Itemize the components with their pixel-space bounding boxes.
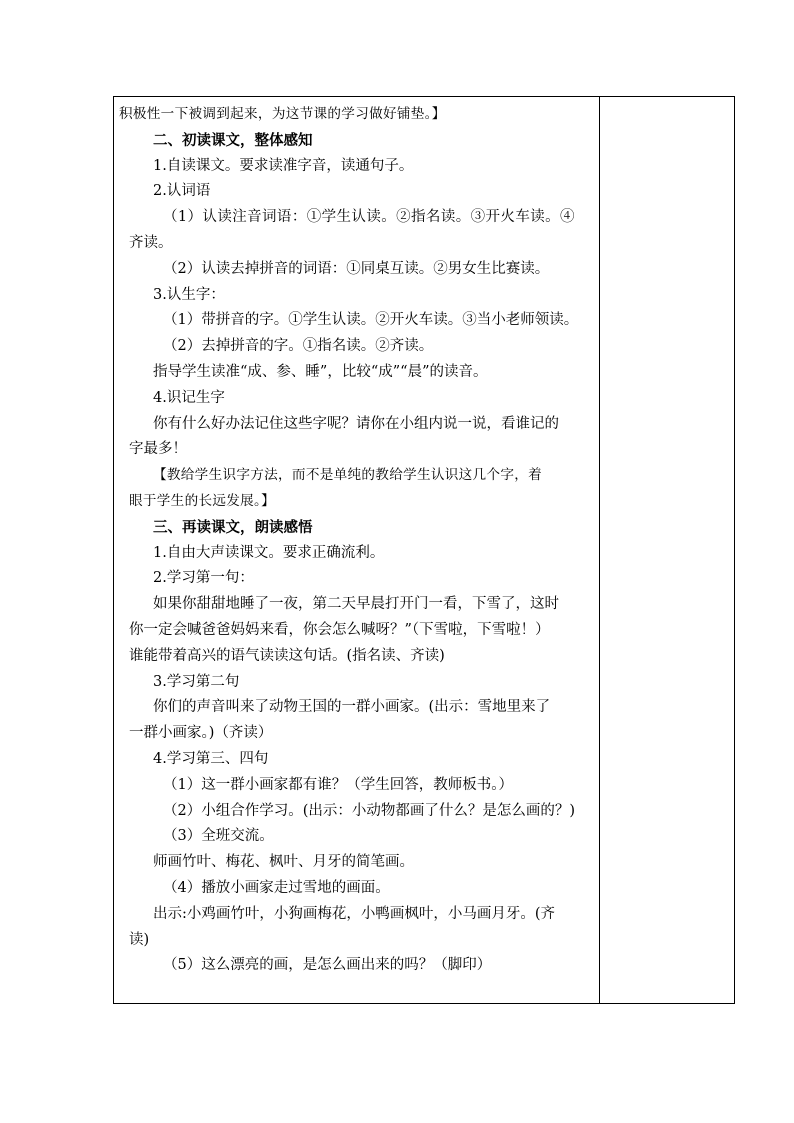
text-line: 3.学习第二句: [153, 673, 240, 690]
text-line: （1）这一群小画家都有谁？（学生回答，教师板书。）: [163, 776, 513, 793]
text-line: 积极性一下被调到起来，为这节课的学习做好铺垫。】: [119, 106, 446, 122]
text-line: （4）播放小画家走过雪地的画面。: [163, 879, 390, 896]
text-line: （2）去掉拼音的字。①指名读。②齐读。: [163, 338, 434, 355]
text-line: 1.自由大声读课文。要求正确流利。: [153, 544, 385, 561]
lesson-table: [113, 96, 735, 1004]
text-line: 4.识记生字: [153, 389, 225, 406]
column-divider: [599, 97, 600, 1003]
text-line: 你一定会喊爸爸妈妈来看，你会怎么喊呀？”（下雪啦，下雪啦！）: [129, 621, 550, 638]
section-heading: 三、再读课文，朗读感悟: [153, 518, 313, 536]
text-line: （1）认读注音词语：①学生认读。②指名读。③开火车读。④: [163, 209, 575, 226]
text-line: 出示:小鸡画竹叶，小狗画梅花，小鸭画枫叶，小马画月牙。(齐: [153, 905, 556, 922]
lesson-content-cell: [119, 102, 597, 979]
text-line: 你有什么好办法记住这些字呢？请你在小组内说一说，看谁记的: [153, 415, 559, 432]
text-line: 你们的声音叫来了动物王国的一群小画家。(出示：雪地里来了: [153, 699, 551, 716]
note-line: 【教给学生识字方法，而不是单纯的教给学生认识这几个字，着: [153, 467, 543, 484]
text-line: （1）带拼音的字。①学生认读。②开火车读。③当小老师领读。: [163, 312, 579, 329]
text-line: 如果你甜甜地睡了一夜，第二天早晨打开门一看，下雪了，这时: [153, 596, 559, 613]
text-line: （2）小组合作学习。(出示：小动物都画了什么？是怎么画的？): [163, 802, 576, 819]
text-line: 一群小画家。)（齐读）: [129, 725, 273, 742]
text-line: 4.学习第三、四句: [153, 750, 269, 767]
text-line: 指导学生读准“成、参、睡”，比较“成”“晨”的读音。: [153, 363, 488, 380]
text-line: 3.认生字：: [153, 286, 225, 303]
note-line: 眼于学生的长远发展。】: [129, 492, 276, 509]
text-line: 2.学习第一句：: [153, 570, 254, 587]
text-line: （3）全班交流。: [163, 828, 274, 845]
text-line: 齐读。: [129, 234, 173, 251]
text-line: 谁能带着高兴的语气读读这句话。(指名读、齐读): [129, 647, 445, 664]
text-line: 1.自读课文。要求读准字音，读通句子。: [153, 157, 414, 174]
text-line: 师画竹叶、梅花、枫叶、月牙的简笔画。: [153, 854, 414, 871]
text-line: 字最多！: [129, 441, 187, 458]
text-line: 2.认词语: [153, 183, 211, 200]
text-line: （5）这么漂亮的画，是怎么画出来的吗？（脚印）: [163, 957, 492, 974]
section-heading: 二、初读课文，整体感知: [153, 131, 313, 149]
text-line: 读): [129, 931, 150, 948]
text-line: （2）认读去掉拼音的词语：①同桌互读。②男女生比赛读。: [163, 260, 550, 277]
